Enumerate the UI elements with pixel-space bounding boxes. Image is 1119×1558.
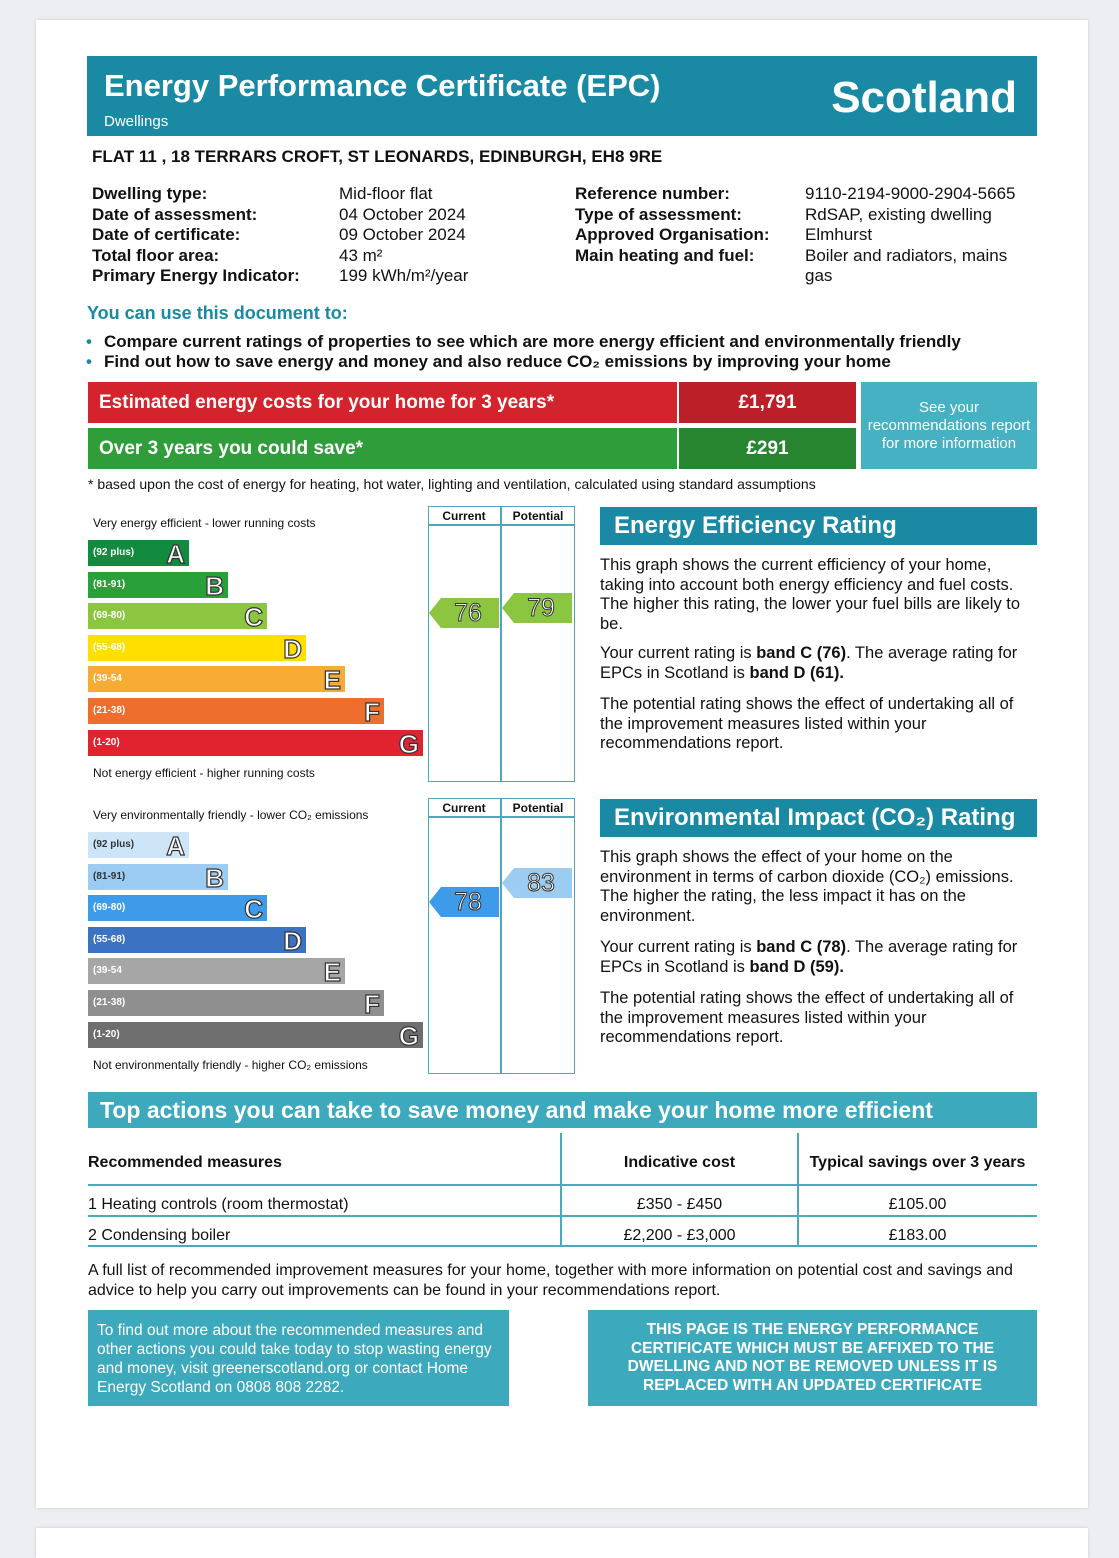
eer-paragraph-3: The potential rating shows the effect of undertaking all of the improvement measures listed within your recommendations report. xyxy=(600,695,1014,752)
band-letter: E xyxy=(323,665,341,696)
rating-band-b xyxy=(88,570,228,601)
band-letter: F xyxy=(364,989,380,1019)
detail-value: 09 October 2024 xyxy=(339,225,466,244)
detail-label: Main heating and fuel: xyxy=(575,245,755,265)
table-divider xyxy=(88,1184,1037,1186)
see-recommendations-text: See your recommendations report for more information xyxy=(867,398,1031,452)
band-range: (92 plus) xyxy=(93,547,135,558)
affix-notice-text: THIS PAGE IS THE ENERGY PERFORMANCE CERTIFICATE WHICH MUST BE AFFIXED TO THE DWELLING AND NOT BE REMOVED UNLESS IT IS REPLACED WITH AN UPDATED CERTIFICATE xyxy=(627,1321,998,1394)
detail-label: Approved Organisation: xyxy=(575,225,770,244)
band-range: (39-54 xyxy=(93,673,122,685)
detail-value: RdSAP, existing dwelling xyxy=(805,204,992,224)
eir-paragraph-3: The potential rating shows the effect of undertaking all of the improvement measures listed within your recommendations report. xyxy=(600,989,1014,1046)
current-rating-value: 78 xyxy=(454,887,482,916)
detail-value: 43 m² xyxy=(339,245,383,265)
band-letter: E xyxy=(323,957,341,988)
rating-band-d xyxy=(88,925,306,956)
band-letter: C xyxy=(244,894,263,925)
energy-efficiency-graph xyxy=(36,506,576,782)
cost-footnote: * based upon the cost of energy for heating, hot water, lighting and ventilation, calculated using standard assumptions xyxy=(88,476,816,492)
band-range: (1-20) xyxy=(93,736,120,748)
band-letter: B xyxy=(205,570,224,601)
detail-value: 199 kWh/m²/year xyxy=(339,266,469,285)
detail-label: Reference number: xyxy=(575,184,730,203)
table-divider xyxy=(88,1245,1037,1247)
details-left xyxy=(92,184,468,287)
potential-rating-value: 79 xyxy=(527,594,555,623)
detail-value: gas xyxy=(805,266,833,285)
detail-value: 04 October 2024 xyxy=(339,204,466,224)
detail-label: Primary Energy Indicator: xyxy=(92,266,300,285)
potential-rating-arrow xyxy=(502,593,572,623)
find-out-more-text: To find out more about the recommended measures and other actions you could take today to stop wasting energy and money, visit greenerscotland.org or contact Home Energy Scotland on 0808 808 2282. xyxy=(97,1322,492,1396)
band-letter: D xyxy=(283,633,302,664)
band-letter: B xyxy=(205,862,224,893)
band-range: (69-80) xyxy=(93,610,126,622)
eir-paragraph-2 xyxy=(600,938,1035,977)
estimated-cost-label: Estimated energy costs for your home for 3 years* xyxy=(88,382,677,423)
graph-bottom-label: Not energy efficient - higher running costs xyxy=(93,766,315,780)
bullet-icon: • xyxy=(86,352,92,371)
property-address: FLAT 11 , 18 TERRARS CROFT, ST LEONARDS, EDINBURGH, EH8 9RE xyxy=(92,147,663,166)
average-band-text: band D (61). xyxy=(749,663,844,682)
use-bullets xyxy=(86,332,961,372)
graph-bottom-label: Not environmentally friendly - higher CO₂ emissions xyxy=(93,1058,368,1072)
table-header: Indicative cost xyxy=(623,1154,736,1171)
rating-band-c xyxy=(88,602,267,633)
text: Your current rating is xyxy=(600,644,757,662)
band-letter: A xyxy=(166,831,185,861)
rating-band-a xyxy=(88,831,189,861)
graph-divider xyxy=(500,506,502,782)
detail-label: Date of assessment: xyxy=(92,204,258,224)
graph-divider xyxy=(500,798,502,1074)
top-actions-title: Top actions you can take to save money and make your home more efficient xyxy=(88,1092,1037,1128)
potential-header: Potential xyxy=(512,801,564,815)
affix-notice-box xyxy=(588,1310,1037,1406)
detail-value: Elmhurst xyxy=(805,225,873,244)
band-letter: G xyxy=(398,1020,419,1051)
table-divider xyxy=(88,1215,1037,1217)
band-letter: F xyxy=(364,697,380,727)
rating-band-g xyxy=(88,1020,423,1051)
certificate-page xyxy=(36,20,1088,1508)
table-cell: 2 Condensing boiler xyxy=(88,1227,231,1244)
rating-band-d xyxy=(88,633,306,664)
table-cell: £105.00 xyxy=(888,1196,947,1213)
band-range: (55-68) xyxy=(93,641,126,653)
eer-paragraph-2 xyxy=(600,644,1035,683)
rating-band-c xyxy=(88,894,267,925)
potential-rating-arrow xyxy=(502,868,572,898)
rating-band-e xyxy=(88,957,345,988)
band-range: (55-68) xyxy=(93,933,126,945)
band-letter: A xyxy=(166,539,185,569)
environmental-impact-graph xyxy=(36,798,576,1074)
table-cell: £183.00 xyxy=(888,1227,947,1244)
next-page-edge xyxy=(36,1528,1088,1558)
graph-divider xyxy=(428,816,575,818)
table-cell: 1 Heating controls (room thermostat) xyxy=(88,1196,349,1213)
savings-value: £291 xyxy=(679,428,856,469)
current-rating-arrow xyxy=(429,598,499,628)
rating-band-e xyxy=(88,665,345,696)
rating-band-f xyxy=(88,989,384,1019)
bullet-text: Find out how to save energy and money and also reduce CO₂ emissions by improving your home xyxy=(104,352,891,371)
detail-label: Type of assessment: xyxy=(575,204,742,224)
use-document-title: You can use this document to: xyxy=(87,303,348,323)
average-band-text: band D (59). xyxy=(749,957,844,976)
table-header: Typical savings over 3 years xyxy=(809,1154,1026,1171)
current-band-text: band C (78) xyxy=(756,938,847,956)
current-header: Current xyxy=(442,801,486,815)
band-range: (92 plus) xyxy=(93,839,135,850)
current-band-text: band C (76) xyxy=(756,644,847,662)
band-letter: G xyxy=(398,728,419,759)
potential-header: Potential xyxy=(512,509,564,523)
detail-value: Boiler and radiators, mains xyxy=(805,245,1008,265)
band-range: (1-20) xyxy=(93,1028,120,1040)
bullet-text: Compare current ratings of properties to see which are more energy efficient and environmentally friendly xyxy=(104,332,961,351)
band-letter: D xyxy=(283,925,302,956)
bullet-icon: • xyxy=(86,332,92,351)
band-range: (21-38) xyxy=(93,705,126,716)
certificate-title: Energy Performance Certificate (EPC) xyxy=(104,68,661,103)
band-range: (81-91) xyxy=(93,578,126,590)
detail-value: 9110-2194-9000-2904-5665 xyxy=(805,184,1016,203)
text: . The average rating for EPCs in Scotland is xyxy=(600,938,1018,976)
detail-label: Dwelling type: xyxy=(92,184,208,203)
details-right xyxy=(575,184,1015,287)
graph-frame xyxy=(428,506,575,782)
graph-top-label: Very energy efficient - lower running costs xyxy=(93,516,316,530)
text: . The average rating for EPCs in Scotland is xyxy=(600,644,1018,682)
eir-paragraph-1: This graph shows the effect of your home on the environment in terms of carbon dioxide (CO₂) emissions. The higher the rating, the less impact it has on the environment. xyxy=(600,848,1014,925)
epc-header xyxy=(87,56,1037,136)
see-recommendations-box xyxy=(861,382,1037,469)
band-range: (81-91) xyxy=(93,870,126,882)
table-header: Recommended measures xyxy=(88,1154,282,1171)
find-out-more-box xyxy=(88,1310,509,1406)
rating-band-f xyxy=(88,697,384,727)
certificate-region: Scotland xyxy=(831,73,1017,122)
energy-efficiency-title: Energy Efficiency Rating xyxy=(600,507,1037,545)
table-cell: £2,200 - £3,000 xyxy=(623,1227,736,1244)
detail-label: Date of certificate: xyxy=(92,225,241,244)
current-rating-value: 76 xyxy=(454,599,482,628)
rating-band-g xyxy=(88,728,423,759)
band-letter: C xyxy=(244,602,263,633)
text: Your current rating is xyxy=(600,938,757,956)
graph-frame xyxy=(428,798,575,1074)
table-cell: £350 - £450 xyxy=(636,1196,723,1213)
savings-label: Over 3 years you could save* xyxy=(88,428,677,469)
graph-divider xyxy=(428,524,575,526)
detail-value: Mid-floor flat xyxy=(339,184,433,203)
eer-paragraph-1: This graph shows the current efficiency of your home, taking into account both energy efficiency and fuel costs. The higher this rating, the lower your fuel bills are likely to be. xyxy=(600,556,1021,633)
certificate-subtitle: Dwellings xyxy=(104,113,169,130)
rating-band-b xyxy=(88,862,228,893)
potential-rating-value: 83 xyxy=(527,868,555,897)
graph-top-label: Very environmentally friendly - lower CO₂ emissions xyxy=(93,808,369,822)
current-header: Current xyxy=(442,509,486,523)
full-list-note: A full list of recommended improvement measures for your home, together with more information on potential cost and savings and advice to help you carry out improvements can be found in your recommendations report. xyxy=(88,1262,1013,1299)
band-range: (69-80) xyxy=(93,902,126,914)
estimated-cost-value: £1,791 xyxy=(679,382,856,423)
environmental-impact-title: Environmental Impact (CO₂) Rating xyxy=(600,799,1037,837)
current-rating-arrow xyxy=(429,887,499,917)
rating-band-a xyxy=(88,539,189,569)
band-range: (39-54 xyxy=(93,965,122,977)
band-range: (21-38) xyxy=(93,997,126,1008)
detail-label: Total floor area: xyxy=(92,245,220,265)
